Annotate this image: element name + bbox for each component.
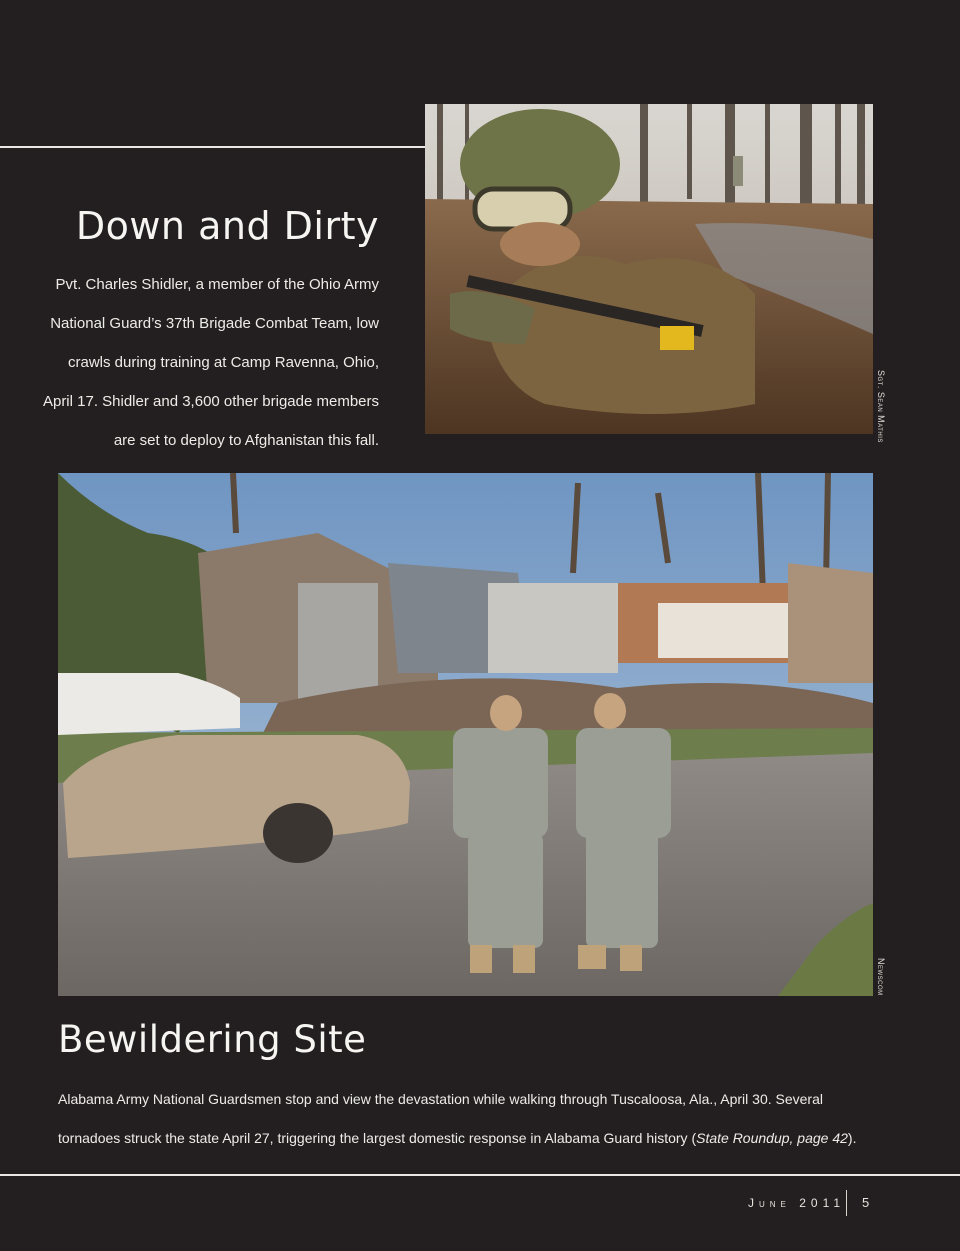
caption-line: National Guard’s 37th Brigade Combat Team, low	[50, 315, 379, 332]
caption-down-and-dirty	[39, 265, 379, 460]
issue-date: June 2011	[748, 1196, 846, 1210]
bottom-rule	[0, 1174, 960, 1176]
caption-text: ).	[847, 1130, 857, 1146]
caption-line: crawls during training at Camp Ravenna, Ohio,	[68, 354, 379, 371]
tornado-devastation-photo	[58, 473, 873, 996]
cross-reference: State Roundup, page 42	[696, 1130, 848, 1146]
page-number: 5	[862, 1195, 870, 1210]
headline-bewildering-site: Bewildering Site	[58, 1018, 367, 1061]
caption-line: April 17. Shidler and 3,600 other brigade members	[42, 393, 379, 410]
headline-down-and-dirty: Down and Dirty	[75, 204, 379, 248]
caption-line	[58, 1119, 898, 1158]
photo-credit-1: Sgt. Sean Mathis	[876, 370, 886, 443]
caption-line: Pvt. Charles Shidler, a member of the Ohio Army	[55, 276, 379, 293]
caption-line: Alabama Army National Guardsmen stop and view the devastation while walking through Tuscaloosa, Ala., April 30. Several	[58, 1091, 823, 1107]
photo-credit-2: Newscom	[876, 958, 886, 996]
footer-divider	[846, 1190, 847, 1216]
soldier-crawling-photo	[425, 104, 873, 434]
caption-text: tornadoes struck the state April 27, triggering the largest domestic response in Alabama Guard history (	[58, 1130, 697, 1146]
caption-bewildering-site	[58, 1080, 898, 1158]
caption-line: are set to deploy to Afghanistan this fall.	[113, 432, 379, 449]
top-rule	[0, 146, 425, 148]
